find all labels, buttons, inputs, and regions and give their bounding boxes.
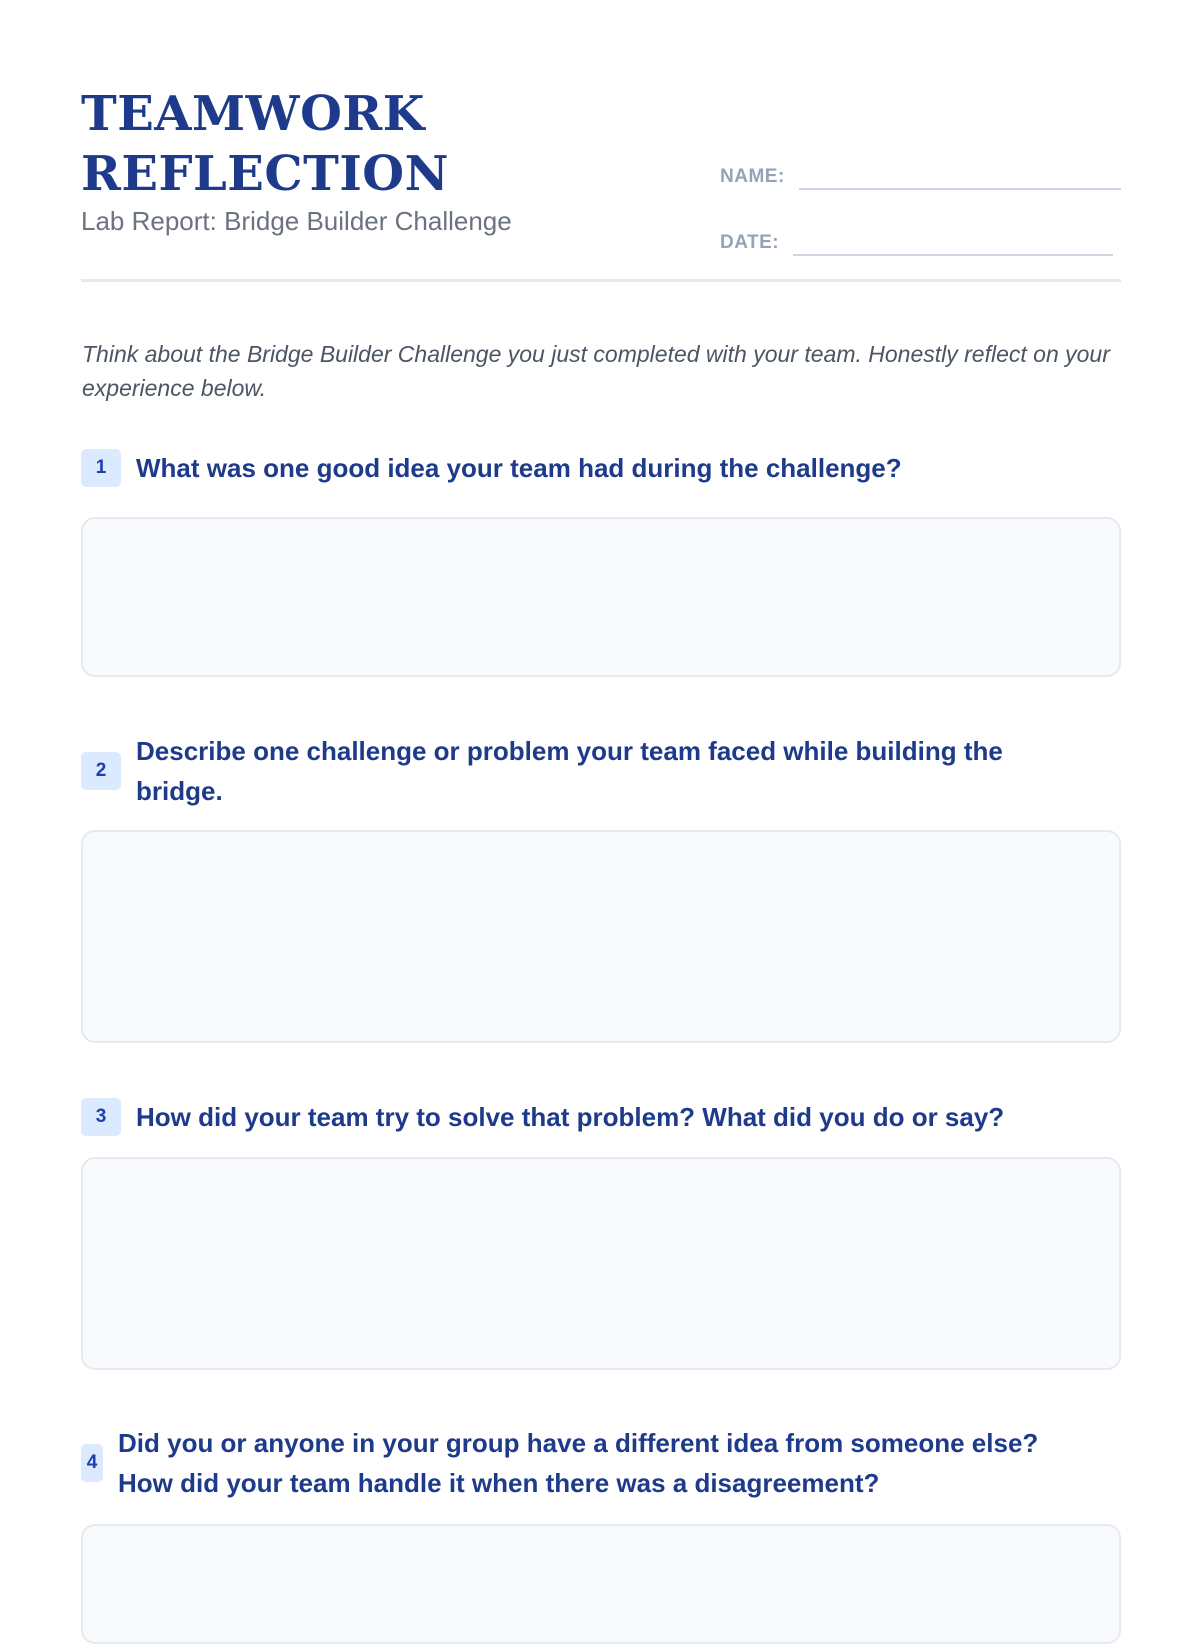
question-1 — [81, 448, 1121, 488]
answer-box-4[interactable] — [81, 1524, 1121, 1644]
question-2 — [81, 731, 1121, 811]
question-3 — [81, 1097, 1121, 1137]
question-4 — [81, 1423, 1121, 1503]
date-label: DATE: — [720, 232, 780, 253]
name-field — [720, 166, 1121, 190]
date-field — [720, 232, 1121, 256]
question-text: What was one good idea your team had during the challenge? — [136, 453, 902, 483]
worksheet-header — [81, 80, 1121, 282]
name-write-line[interactable] — [799, 166, 1121, 190]
question-number-badge: 1 — [81, 449, 121, 487]
date-write-line[interactable] — [793, 232, 1113, 256]
question-text: Did you or anyone in your group have a different idea from someone else? How did your team handle it when there was a disagreement? — [118, 1428, 1039, 1498]
name-label: NAME: — [720, 166, 785, 187]
page-subtitle: Lab Report: Bridge Builder Challenge — [81, 206, 512, 236]
answer-box-1[interactable] — [81, 517, 1121, 677]
page-title-line-1: TEAMWORK — [81, 86, 426, 142]
page-title-line-2: REFLECTION — [81, 146, 449, 202]
page-title — [81, 84, 521, 204]
question-text: How did your team try to solve that problem? What did you do or say? — [136, 1102, 1005, 1132]
question-number-badge: 3 — [81, 1098, 121, 1136]
question-text: Describe one challenge or problem your team faced while building the bridge. — [136, 736, 1003, 806]
answer-box-3[interactable] — [81, 1157, 1121, 1370]
answer-box-2[interactable] — [81, 830, 1121, 1043]
question-number-badge: 2 — [81, 752, 121, 790]
question-number-badge: 4 — [81, 1444, 103, 1482]
instructions-text: Think about the Bridge Builder Challenge you just completed with your team. Honestly reflect on your experience below. — [82, 341, 1110, 401]
